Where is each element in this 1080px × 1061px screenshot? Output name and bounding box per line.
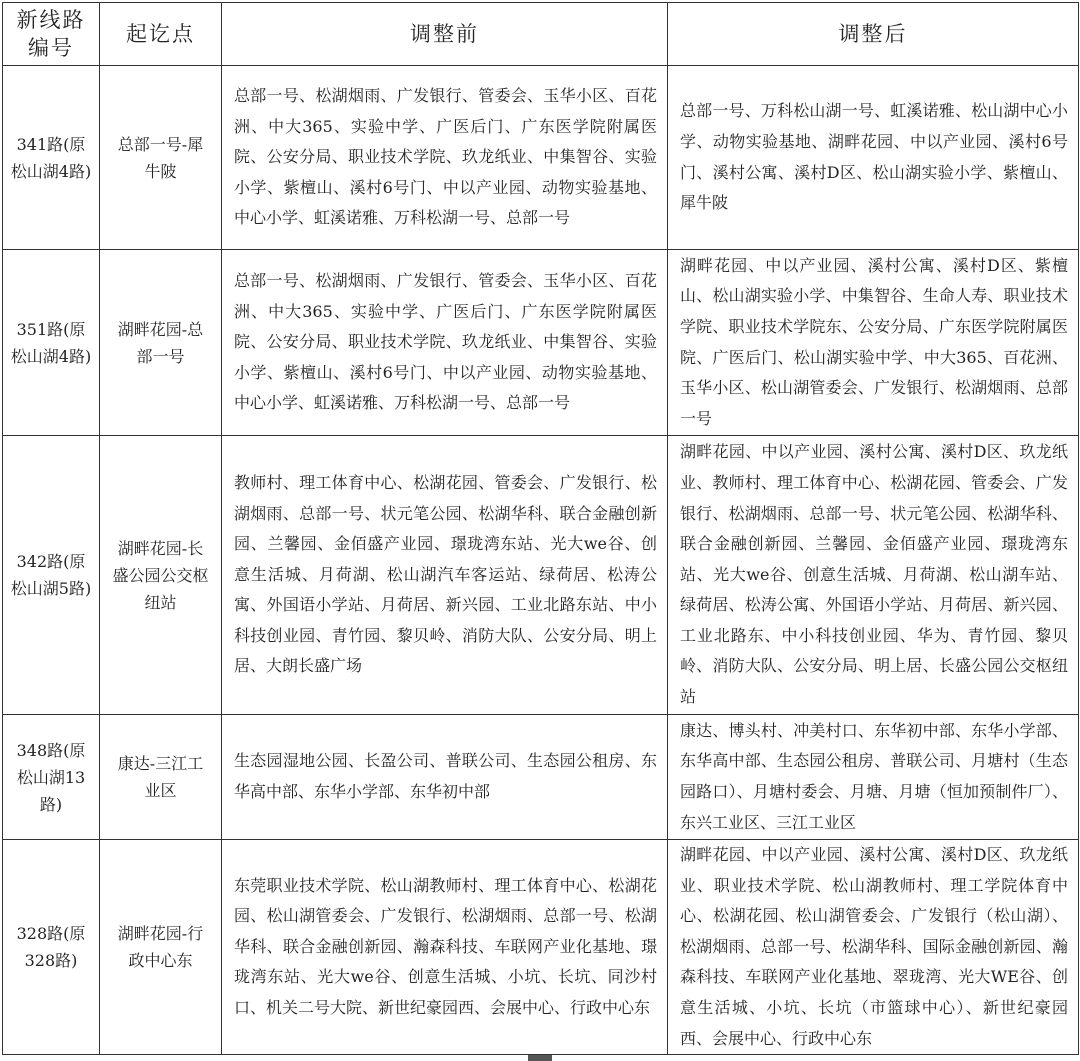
- after-stops-cell: 总部一号、万科松山湖一号、虹溪诺雅、松山湖中心小学、动物实验基地、湖畔花园、中以产业园、溪村6号门、溪村公寓、溪村D区、松山湖实验小学、紫檀山、犀牛陂: [668, 66, 1079, 250]
- header-route-number-label: 新线路编号: [16, 8, 86, 60]
- after-stops-cell: 湖畔花园、中以产业园、溪村公寓、溪村D区、玖龙纸业、职业技术学院、松山湖教师村、理工学院体育中心、松湖花园、松山湖管委会、广发银行（松山湖）、松湖烟雨、总部一号、松湖华科、国际金融创新园、瀚森科技、车联网产业化基地、翠珑湾、光大WE谷、创意生活城、小坑、长坑（市篮球中心）、新世纪豪园西、会展中心、行政中心东: [668, 840, 1079, 1055]
- route-adjustment-table: [2, 2, 1079, 1055]
- endpoints-cell: 湖畔花园-行政中心东: [100, 840, 222, 1055]
- endpoints-cell: 总部一号-犀牛陂: [100, 66, 222, 250]
- header-route-number: [3, 3, 100, 66]
- after-stops-cell: 湖畔花园、中以产业园、溪村公寓、溪村D区、紫檀山、松山湖实验小学、中集智谷、生命人寿、职业技术学院、职业技术学院东、公安分局、广东医学院附属医院、广医后门、松山湖实验中学、中大365、百花洲、玉华小区、松山湖管委会、广发银行、松湖烟雨、总部一号: [668, 250, 1079, 436]
- before-stops-cell: 总部一号、松湖烟雨、广发银行、管委会、玉华小区、百花洲、中大365、实验中学、广医后门、广东医学院附属医院、公安分局、职业技术学院、玖龙纸业、中集智谷、实验小学、紫檀山、溪村6号门、中以产业园、动物实验基地、中心小学、虹溪诺雅、万科松湖一号、总部一号: [222, 66, 668, 250]
- before-stops-cell: 生态园湿地公园、长盈公司、普联公司、生态园公租房、东华高中部、东华小学部、东华初中部: [222, 715, 668, 840]
- table-row: [3, 715, 1079, 840]
- route-number-cell: 351路(原松山湖4路): [3, 250, 100, 436]
- endpoints-cell: 湖畔花园-总部一号: [100, 250, 222, 436]
- before-stops-cell: 总部一号、松湖烟雨、广发银行、管委会、玉华小区、百花洲、中大365、实验中学、广医后门、广东医学院附属医院、公安分局、职业技术学院、玖龙纸业、中集智谷、实验小学、紫檀山、溪村6号门、中以产业园、动物实验基地、中心小学、虹溪诺雅、万科松湖一号、总部一号: [222, 250, 668, 436]
- before-stops-cell: 东莞职业技术学院、松山湖教师村、理工体育中心、松湖花园、松山湖管委会、广发银行、松湖烟雨、总部一号、松湖华科、联合金融创新园、瀚森科技、车联网产业化基地、璟珑湾东站、光大we谷、创意生活城、小坑、长坑、同沙村口、机关二号大院、新世纪豪园西、会展中心、行政中心东: [222, 840, 668, 1055]
- table-row: [3, 250, 1079, 436]
- route-number-cell: 341路(原松山湖4路): [3, 66, 100, 250]
- route-number-cell: 342路(原松山湖5路): [3, 436, 100, 715]
- header-row: [3, 3, 1079, 66]
- route-number-cell: 348路(原松山湖13路): [3, 715, 100, 840]
- table-row: [3, 436, 1079, 715]
- scroll-indicator: [528, 1055, 552, 1061]
- after-stops-cell: 湖畔花园、中以产业园、溪村公寓、溪村D区、玖龙纸业、教师村、理工体育中心、松湖花园、管委会、广发银行、松湖烟雨、总部一号、状元笔公园、松湖华科、联合金融创新园、兰馨园、金佰盛产业园、璟珑湾东站、光大we谷、创意生活城、月荷湖、松山湖车站、绿荷居、松涛公寓、外国语小学站、月荷居、新兴园、工业北路东、中小科技创业园、华为、青竹园、黎贝岭、消防大队、公安分局、明上居、长盛公园公交枢纽站: [668, 436, 1079, 715]
- header-before: 调整前: [222, 3, 668, 66]
- header-after: 调整后: [668, 3, 1079, 66]
- endpoints-cell: 湖畔花园-长盛公园公交枢纽站: [100, 436, 222, 715]
- table-row: [3, 840, 1079, 1055]
- before-stops-cell: 教师村、理工体育中心、松湖花园、管委会、广发银行、松湖烟雨、总部一号、状元笔公园、松湖华科、联合金融创新园、兰馨园、金佰盛产业园、璟珑湾东站、光大we谷、创意生活城、月荷湖、松山湖汽车客运站、绿荷居、松涛公寓、外国语小学站、月荷居、新兴园、工业北路东站、中小科技创业园、青竹园、黎贝岭、消防大队、公安分局、明上居、大朗长盛广场: [222, 436, 668, 715]
- header-endpoints: 起讫点: [100, 3, 222, 66]
- table-row: [3, 66, 1079, 250]
- after-stops-cell: 康达、博头村、冲美村口、东华初中部、东华小学部、东华高中部、生态园公租房、普联公司、月塘村（生态园路口）、月塘村委会、月塘、月塘（恒加预制件厂）、东兴工业区、三江工业区: [668, 715, 1079, 840]
- endpoints-cell: 康达-三江工业区: [100, 715, 222, 840]
- route-number-cell: 328路(原328路): [3, 840, 100, 1055]
